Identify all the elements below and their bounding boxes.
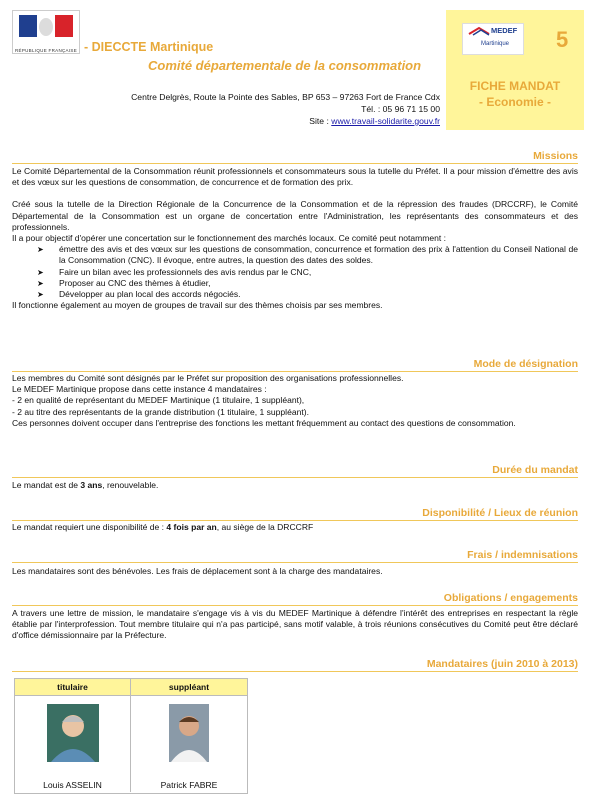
designation-line: Les membres du Comité sont désignés par le Préfet sur proposition des organisations professionnelles.: [12, 373, 404, 383]
suppleant-cell: [131, 696, 247, 792]
frais-body: [12, 566, 578, 577]
designation-paragraph: Ces personnes doivent occuper dans l'entreprise des fonctions les mettant fréquemment au contact des questions de consommation.: [12, 417, 516, 428]
section-divider: [12, 477, 578, 478]
arrow-bullet-icon: ➤: [37, 290, 44, 300]
section-title-designation: Mode de désignation: [473, 358, 578, 370]
site-label: Site :: [309, 116, 332, 126]
designation-line: - 2 en qualité de représentant du MEDEF Martinique (1 titulaire, 1 suppléant),: [12, 395, 305, 406]
fiche-title-block: [446, 78, 584, 110]
list-item: ➤ émettre des avis et des vœux sur les questions de consommation, concurrence et formation des prix à l'attention du Conseil National de la Consommation (CNC). Il évoque, entre autres, la question des dates des soldes.: [37, 244, 578, 266]
comite-title: Comité départementale de la consommation: [148, 58, 422, 73]
col-header-suppleant: suppléant: [131, 679, 247, 695]
medef-logo: [462, 23, 524, 55]
missions-paragraph: Il a pour objectif d'opérer une concertation sur le fonctionnement des marchés locaux. Ce comité peut notamment :: [12, 233, 446, 244]
section-divider: [12, 562, 578, 563]
section-divider: [12, 671, 578, 672]
fiche-number: 5: [556, 27, 569, 52]
list-item: ➤ Faire un bilan avec les professionnels des avis rendus par le CNC,: [37, 266, 312, 277]
arrow-bullet-icon: ➤: [37, 267, 44, 277]
site-link[interactable]: www.travail-solidarite.gouv.fr: [331, 116, 440, 126]
republique-logo: [12, 10, 80, 54]
missions-paragraph: Le Comité Départemental de la Consommation réunit professionnels et consommateurs sous la tutelle du Préfet. Il a pour mission d'émettre des avis et des vœux sur les questions de consommation, de concurrence et de formation des prix.: [12, 166, 578, 188]
designation-line: Le MEDEF Martinique propose dans cette instance 4 mandataires :: [12, 384, 267, 395]
obligations-body: [12, 608, 578, 642]
dispo-value: 4 fois par an: [166, 522, 217, 532]
list-item: ➤ Proposer au CNC des thèmes à étudier,: [37, 277, 211, 288]
address: Centre Delgrès, Route la Pointe des Sables, BP 653 – 97263 Fort de France Cdx: [131, 92, 440, 102]
marianne-flag-icon: [13, 11, 79, 41]
section-divider: [12, 371, 578, 372]
missions-paragraph: Il fonctionne également au moyen de groupes de travail sur des thèmes choisis par ses membres.: [12, 300, 383, 311]
section-title-duree: Durée du mandat: [492, 464, 578, 476]
section-divider: [12, 605, 578, 606]
designation-line: - 2 au titre des représentants de la grande distribution (1 titulaire, 1 suppléant).: [12, 406, 309, 417]
medef-sub: Martinique: [481, 41, 510, 47]
duree-body: [12, 480, 578, 491]
section-title-mandataires: Mandataires (juin 2010 à 2013): [426, 658, 578, 670]
titulaire-cell: [15, 696, 131, 792]
logo-caption: RÉPUBLIQUE FRANÇAISE: [14, 48, 77, 53]
dispo-text: Le mandat requiert une disponibilité de :: [12, 522, 167, 532]
org-name: - DIECCTE Martinique: [84, 40, 214, 54]
obligations-text: A travers une lettre de mission, le mandataire s'engage vis à vis du MEDEF Martinique à défendre l'intérêt des entreprises en respectant la règle établie par l'interprofession. Tout membre titulaire qui n'a pas participé, sans motif valable, à trois réunions consécutives du Comité peut être déclaré d'office démissionnaire par la Préfecture.: [12, 608, 578, 641]
website: [309, 116, 440, 126]
missions-paragraph: Créé sous la tutelle de la Direction Régionale de la Concurrence de la Consommation et de la répression des fraudes (DRCCRF), le Comité Départemental de la Consommation est un organe de concertation entre l'Administration, les représentants des consommateurs et des professionnels.: [12, 199, 578, 232]
section-divider: [12, 520, 578, 521]
suppleant-photo: [169, 704, 209, 762]
titulaire-name: Louis ASSELIN: [43, 780, 102, 790]
section-title-frais: Frais / indemnisations: [467, 549, 578, 561]
medef-name: MEDEF: [491, 26, 518, 35]
suppleant-name: Patrick FABRE: [160, 780, 218, 790]
arrow-bullet-icon: ➤: [37, 278, 44, 288]
missions-body: [12, 166, 578, 311]
duree-text: Le mandat est de: [12, 480, 81, 490]
dispo-body: [12, 522, 578, 533]
arrow-bullet-icon: ➤: [37, 245, 44, 255]
duree-value: 3 ans: [80, 480, 103, 490]
frais-text: Les mandataires sont des bénévoles. Les frais de déplacement sont à la charge des mandataires.: [12, 566, 383, 576]
section-title-obligations: Obligations / engagements: [443, 592, 578, 604]
duree-text-end: , renouvelable.: [102, 480, 159, 490]
section-title-dispo: Disponibilité / Lieux de réunion: [422, 507, 578, 519]
fiche-subtitle: - Economie -: [478, 95, 551, 109]
section-divider: [12, 163, 578, 164]
dispo-text-end: , au siège de la DRCCRF: [216, 522, 314, 532]
col-header-titulaire: titulaire: [15, 679, 131, 695]
fiche-title: FICHE MANDAT: [469, 79, 561, 93]
telephone: Tél. : 05 96 71 15 00: [361, 104, 440, 114]
titulaire-photo: [47, 704, 99, 762]
fiche-panel: [446, 10, 584, 130]
mandataires-table: [14, 678, 248, 794]
list-item: ➤ Développer au plan local des accords négociés.: [37, 289, 241, 300]
designation-body: [12, 373, 578, 429]
section-title-missions: Missions: [533, 150, 578, 162]
